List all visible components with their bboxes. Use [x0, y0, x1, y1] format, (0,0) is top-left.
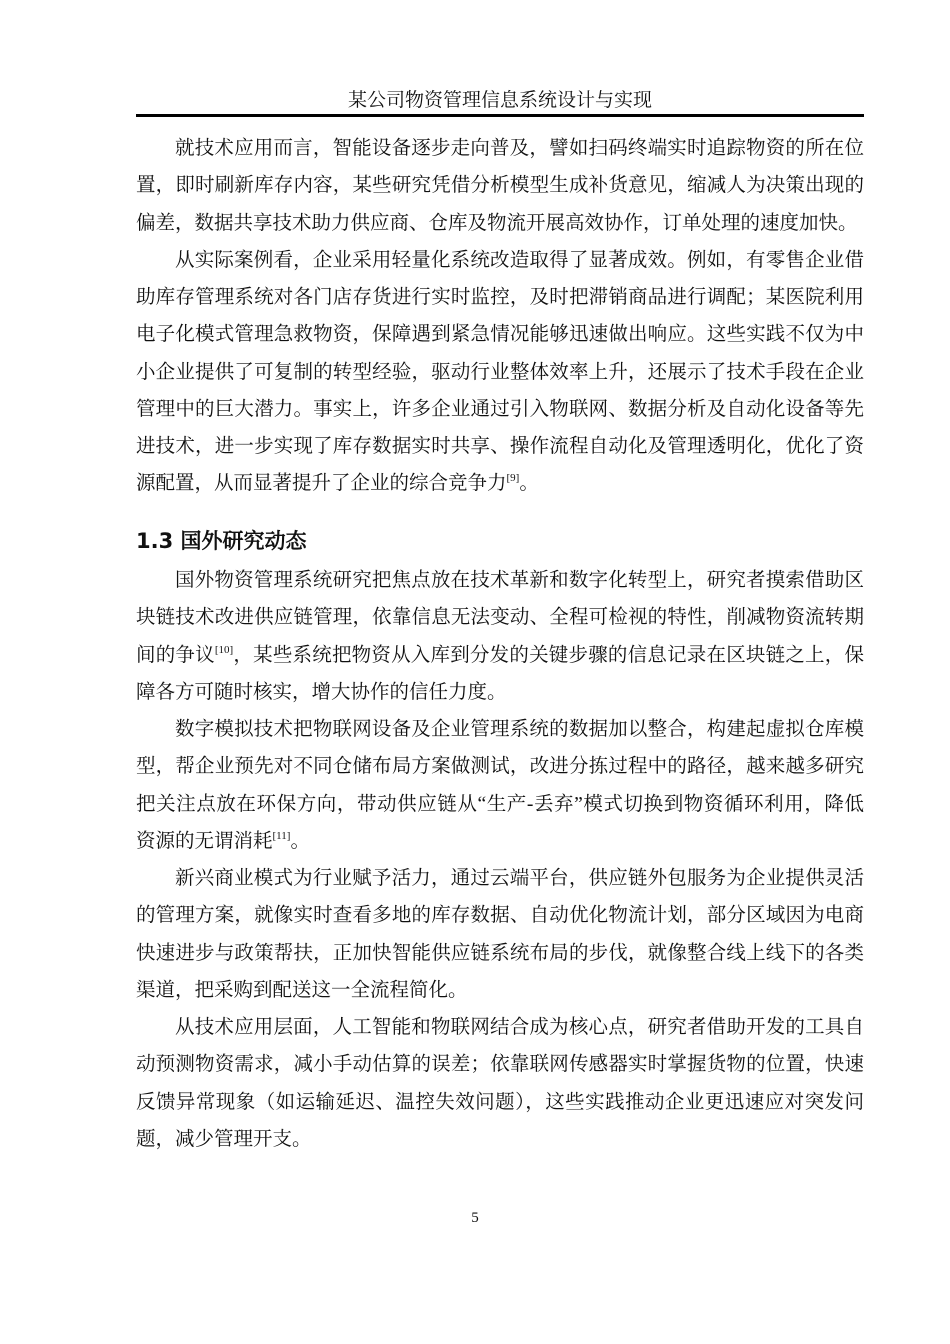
citation-ref: [9] — [506, 472, 520, 485]
line-text: 快速进步与政策帮扶，正加快智能供应链系统布局的步伐，就像整合线上线下的各类 — [136, 942, 864, 964]
paragraph-line — [136, 1084, 864, 1121]
paragraph-line — [136, 428, 864, 465]
text-block-intro — [136, 130, 864, 503]
line-text: 题，减少管理开支。 — [136, 1128, 312, 1150]
paragraph-line — [136, 391, 864, 428]
paragraph-line — [136, 279, 864, 316]
paragraph-line — [136, 242, 864, 279]
paragraph-line — [136, 748, 864, 785]
line-text: 电子化模式管理急救物资，保障遇到紧急情况能够迅速做出响应。这些实践不仅为中 — [136, 324, 864, 346]
paragraph-line — [136, 1046, 864, 1083]
paragraph-line — [136, 972, 864, 1009]
paragraph-line — [136, 637, 864, 674]
text-block-section — [136, 562, 864, 1158]
paragraph-line — [136, 860, 864, 897]
line-text: 数字模拟技术把物联网设备及企业管理系统的数据加以整合，构建起虚拟仓库模 — [175, 719, 864, 740]
paragraph-line — [136, 354, 864, 391]
paragraph-line — [136, 711, 864, 748]
paragraph-line — [136, 130, 864, 167]
line-text: 进技术，进一步实现了库存数据实时共享、操作流程自动化及管理透明化，优化了资 — [136, 436, 864, 457]
line-text: 反馈异常现象（如运输延迟、温控失效问题），这些实践推动企业更迅速应对突发问 — [136, 1091, 864, 1113]
line-text: 型，帮企业预先对不同仓储布局方案做测试，改进分拣过程中的路径，越来越多研究 — [136, 756, 864, 778]
paragraph-line — [136, 316, 864, 353]
paragraph-line — [136, 562, 864, 599]
paragraph-line — [136, 1009, 864, 1046]
section-heading: 1.3 国外研究动态 — [136, 529, 307, 553]
running-header: 某公司物资管理信息系统设计与实现 — [347, 90, 652, 111]
line-text: 源配置，从而显著提升了企业的综合竞争力 — [136, 473, 507, 495]
header-rule — [136, 114, 864, 117]
line-text-after: 。 — [290, 830, 310, 852]
paragraph-line — [136, 167, 864, 204]
line-text-after: ，某些系统把物资从入库到分发的关键步骤的信息记录在区块链之上，保 — [233, 644, 864, 666]
page-number: 5 — [471, 1210, 479, 1226]
line-text: 从实际案例看，企业采用轻量化系统改造取得了显著成效。例如，有零售企业借 — [175, 249, 864, 271]
line-text: 块链技术改进供应链管理，依靠信息无法变动、全程可检视的特性，削减物资流转期 — [136, 607, 864, 629]
paragraph-line — [136, 786, 864, 823]
line-text: 间的争议 — [136, 644, 215, 666]
paragraph-line — [136, 465, 864, 502]
line-text: 障各方可随时核实，增大协作的信任力度。 — [136, 681, 507, 703]
line-text: 置，即时刷新库存内容，某些研究凭借分析模型生成补货意见，缩减人为决策出现的 — [136, 175, 864, 197]
paragraph-line — [136, 1121, 864, 1158]
paragraph-line — [136, 674, 864, 711]
line-text: 资源的无谓消耗 — [136, 830, 273, 852]
paragraph-line — [136, 205, 864, 242]
line-text-after: 。 — [519, 473, 539, 495]
line-text: 偏差，数据共享技术助力供应商、仓库及物流开展高效协作，订单处理的速度加快。 — [136, 212, 858, 234]
line-text: 动预测物资需求，减小手动估算的误差；依靠联网传感器实时掌握货物的位置，快速 — [136, 1054, 864, 1076]
line-text: 助库存管理系统对各门店存货进行实时监控，及时把滞销商品进行调配；某医院利用 — [136, 287, 864, 308]
citation-ref: [10] — [214, 643, 234, 656]
paragraph-line — [136, 823, 864, 860]
line-text: 从技术应用层面，人工智能和物联网结合成为核心点，研究者借助开发的工具自 — [175, 1017, 864, 1038]
line-text: 就技术应用而言，智能设备逐步走向普及，譬如扫码终端实时追踪物资的所在位 — [175, 138, 864, 159]
line-text: 管理中的巨大潜力。事实上，许多企业通过引入物联网、数据分析及自动化设备等先 — [136, 398, 864, 420]
paragraph-line — [136, 897, 864, 934]
paragraph-line — [136, 935, 864, 972]
paragraph-line — [136, 599, 864, 636]
line-text: 国外物资管理系统研究把焦点放在技术革新和数字化转型上，研究者摸索借助区 — [175, 570, 864, 591]
line-text: 的管理方案，就像实时查看多地的库存数据、自动优化物流计划，部分区域因为电商 — [136, 905, 864, 927]
line-text: 小企业提供了可复制的转型经验，驱动行业整体效率上升，还展示了技术手段在企业 — [136, 361, 864, 383]
line-text: 新兴商业模式为行业赋予活力，通过云端平台，供应链外包服务为企业提供灵活 — [175, 868, 864, 889]
line-text: 渠道，把采购到配送这一全流程简化。 — [136, 979, 468, 1001]
citation-ref: [11] — [272, 829, 291, 842]
line-text: 把关注点放在环保方向，带动供应链从“生产-丢弃”模式切换到物资循环利用，降低 — [136, 793, 864, 815]
